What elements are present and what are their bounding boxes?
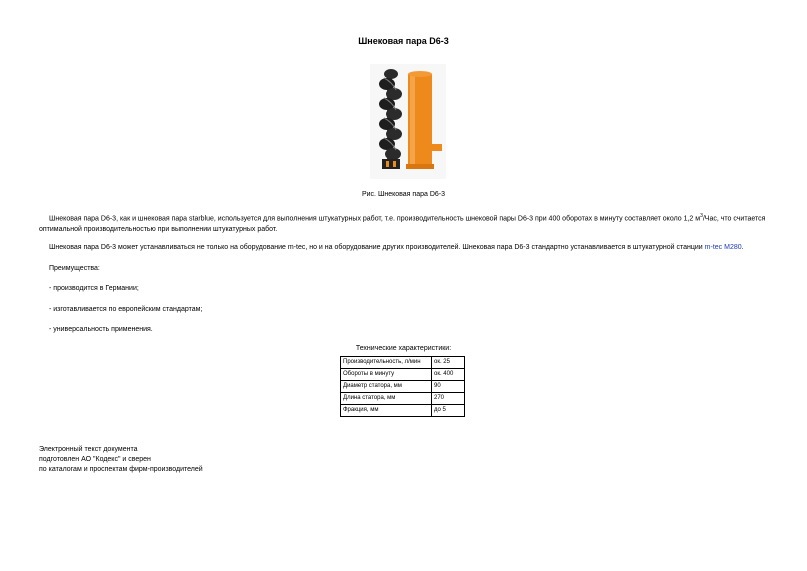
unit-superscript: 3 — [700, 213, 703, 219]
spec-label: Диаметр статора, мм — [341, 381, 432, 393]
performance-text-end: /Час, что считается оптимальной производительностью при выполнении штукатурных работ. — [39, 215, 766, 234]
table-row — [341, 405, 465, 417]
specs-title: Технические характеристики: — [355, 345, 452, 352]
unit-text: м — [695, 215, 701, 223]
bullet-item — [39, 283, 769, 294]
paragraph-compatibility — [39, 242, 769, 253]
spec-value: 90 — [432, 381, 465, 393]
spec-label: Производительность, л/мин — [341, 357, 432, 369]
page-title: Шнековая пара D6-3 — [358, 36, 449, 46]
compatibility-text: Шнековая пара D6-3 может устанавливаться не только на оборудование m-tec, но и на оборудование других производителей. Шнековая пара D6-3 стандартно устанавливается в штукатурной станции — [49, 244, 705, 251]
auger-pair-illustration — [370, 64, 446, 179]
specs-table — [340, 356, 465, 417]
spec-value: до 5 — [432, 405, 465, 417]
spec-value: ок. 25 — [432, 357, 465, 369]
performance-text: Шнековая пара D6-3, как и шнековая пара starblue, используется для выполнения штукатурных работ, т.е. производительность шнековой пары D6-3 при 400 оборотах в минуту составляет около 1,2 — [49, 215, 696, 223]
footer-line: подготовлен АО "Кодекс" и сверен — [39, 456, 151, 463]
table-row — [341, 357, 465, 369]
table-row — [341, 381, 465, 393]
compatibility-end: . — [741, 244, 744, 251]
bullet-text: - изготавливается по европейским стандартам; — [49, 306, 203, 313]
advantages-heading — [39, 263, 769, 274]
document-footer — [39, 445, 203, 475]
m-tec-m280-link[interactable]: m-tec M280 — [704, 244, 742, 251]
spec-value: ок. 400 — [432, 369, 465, 381]
auger-pair-figure — [370, 64, 446, 179]
bullet-item — [39, 324, 769, 335]
advantages-label: Преимущества: — [49, 265, 100, 272]
bullet-text: - универсальность применения. — [49, 326, 153, 333]
bullet-item — [39, 304, 769, 315]
table-row — [341, 369, 465, 381]
table-row — [341, 393, 465, 405]
figure-caption: Рис. Шнековая пара D6-3 — [361, 191, 446, 198]
spec-label: Обороты в минуту — [341, 369, 432, 381]
footer-line: Электронный текст документа — [39, 446, 138, 453]
footer-line: по каталогам и проспектам фирм-производителей — [39, 466, 203, 473]
spec-label: Длина статора, мм — [341, 393, 432, 405]
paragraph-performance — [39, 211, 769, 235]
bullet-text: - производится в Германии; — [49, 285, 139, 292]
spec-label: Фракция, мм — [341, 405, 432, 417]
spec-value: 270 — [432, 393, 465, 405]
